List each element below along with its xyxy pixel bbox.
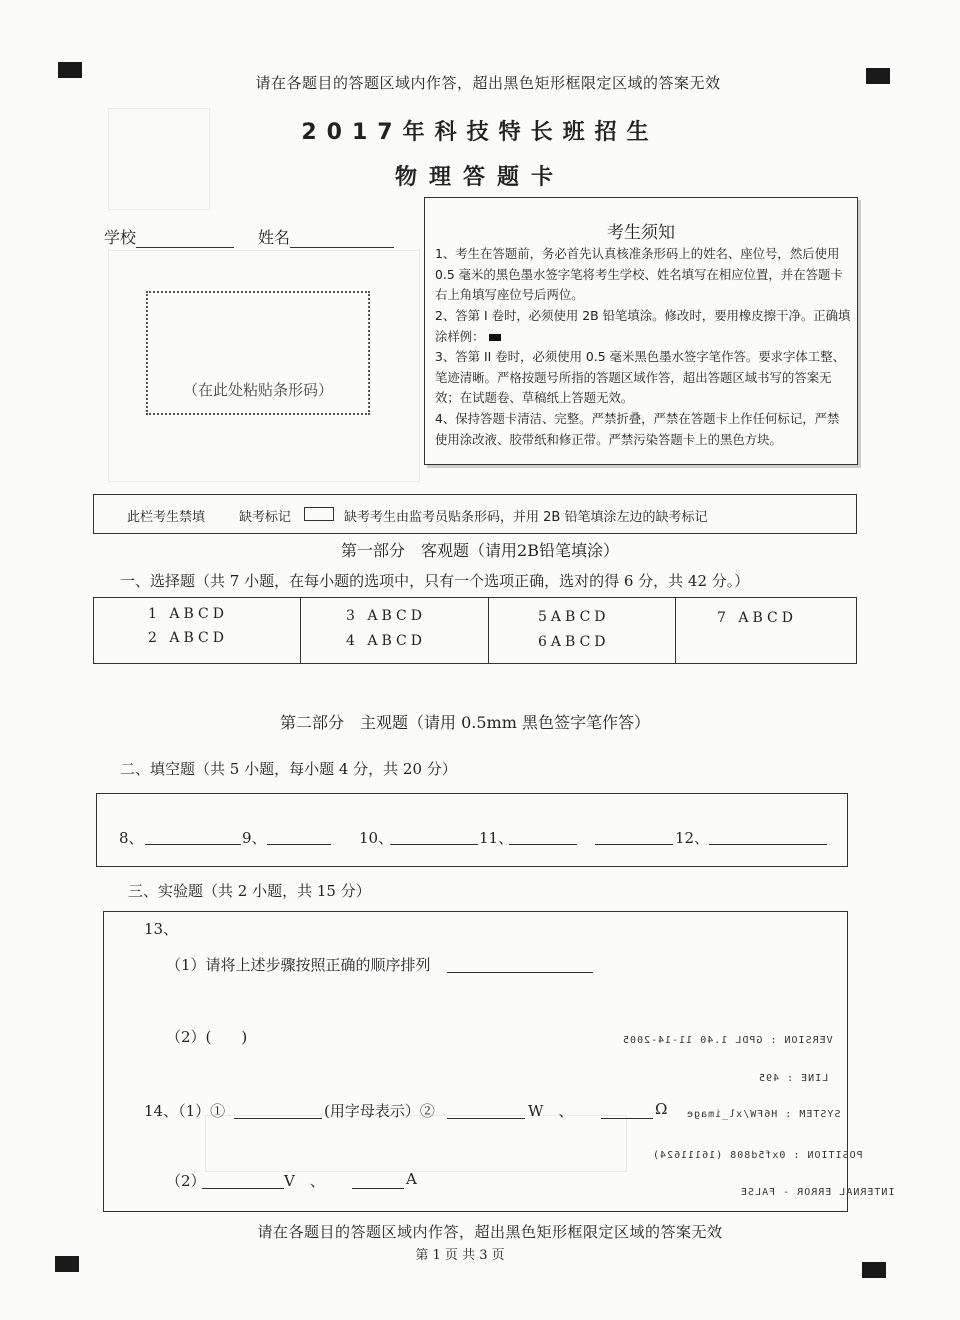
mirror-text-line: INTERNAL ERROR - FALSE (740, 1187, 895, 1198)
fill-answer-line-12[interactable] (709, 828, 827, 845)
q14-part1-text: 14、（1）① (144, 1102, 226, 1120)
school-field (104, 225, 234, 248)
choice-column (94, 598, 301, 663)
header-warning: 请在各题目的答题区域内作答，超出黑色矩形框限定区域的答案无效 (255, 74, 721, 92)
q14-answer-line-4[interactable] (202, 1172, 284, 1189)
school-input-line[interactable] (136, 229, 234, 248)
absence-label: 此栏考生禁填 (127, 510, 206, 525)
notice-item: 4、保持答题卡清洁、完整。严禁折叠，严禁在答题卡上作任何标记，严禁使用涂改液、胶带纸和修正带。严禁污染答题卡上的黑色方块。 (435, 411, 840, 447)
fill-answer-line-11b[interactable] (595, 828, 673, 845)
choice-row-1[interactable]: 1 ABCD (148, 606, 228, 622)
page-number: 第 1 页 共 3 页 (415, 1248, 505, 1263)
notice-title: 考生须知 (607, 223, 675, 243)
q14-answer-line-2[interactable] (447, 1102, 525, 1119)
q14-part2-text: （2） (166, 1172, 206, 1190)
fill-answer-line-11[interactable] (509, 828, 577, 845)
notice-item: 3、答第 II 卷时，必须使用 0.5 毫米黑色墨水签字笔作答。要求字体工整、笔迹清晰。严格按题号所指的答题区域作答，超出答题区域书写的答案无效；在试题卷、草稿纸上答题无效。 (435, 349, 845, 405)
page-subtitle: 物理答题卡 (394, 165, 565, 190)
fill-number-9: 9、 (242, 829, 267, 847)
choice-section-heading: 一、选择题（共 7 小题，在每小题的选项中，只有一个选项正确，选对的得 6 分，共 42 分。） (120, 572, 750, 590)
q14-unit-v: V 、 (284, 1172, 325, 1190)
absence-row (93, 494, 857, 534)
fill-section-heading: 二、填空题（共 5 小题，每小题 4 分，共 20 分） (120, 760, 457, 778)
fill-answer-line-9[interactable] (267, 828, 331, 845)
choice-row-6[interactable]: 6ABCD (538, 634, 610, 650)
mirror-text-line: VERSION : GPDL 1.40 11-14-2005 (622, 1035, 833, 1046)
q14-answer-line-1[interactable] (234, 1102, 322, 1119)
choice-row-3[interactable]: 3 ABCD (346, 608, 426, 624)
notice-item (435, 306, 851, 347)
q14-hint: (用字母表示）② (324, 1102, 435, 1120)
q14-answer-line-5[interactable] (352, 1172, 404, 1189)
choice-row-7[interactable]: 7 ABCD (717, 610, 797, 626)
page-title: 2017年科技特长班招生 (301, 120, 659, 145)
choice-answer-grid (93, 597, 857, 664)
fill-answer-box (96, 793, 848, 867)
fill-number-10: 10、 (359, 829, 394, 847)
q13-number: 13、 (144, 920, 179, 938)
fill-answer-line-10[interactable] (390, 828, 478, 845)
notice-item: 1、考生在答题前，务必首先认真核准条形码上的姓名、座位号，然后使用 0.5 毫米的黑色墨水签字笔将考生学校、姓名填写在相应位置，并在答题卡右上角填写座位号后两位。 (435, 246, 843, 302)
choice-row-2[interactable]: 2 ABCD (148, 630, 228, 646)
q14-unit-a: A (406, 1170, 417, 1188)
name-field (258, 225, 394, 248)
choice-column (300, 598, 489, 663)
choice-column (675, 598, 856, 663)
absence-mark-box[interactable] (304, 507, 334, 521)
mirror-text-line: SYSTEM : H6FW/xl_image (686, 1109, 841, 1120)
absence-mark-label: 缺考标记 (239, 510, 292, 525)
experiment-answer-box (103, 911, 848, 1212)
fill-number-11: 11、 (479, 829, 514, 847)
fill-sample-mark (489, 334, 501, 341)
choice-row-4[interactable]: 4 ABCD (346, 633, 426, 649)
corner-marker-bottom-right (862, 1262, 886, 1278)
q13-part2-text[interactable]: （2）( ) (166, 1028, 248, 1046)
mirror-text-line: POSITION : 0xf5d808 (16111624) (652, 1150, 863, 1161)
part1-heading: 第一部分 客观题（请用2B铅笔填涂） (341, 541, 619, 560)
footer-warning: 请在各题目的答题区域内作答，超出黑色矩形框限定区域的答案无效 (257, 1223, 723, 1241)
q14-unit-w: W 、 (528, 1102, 574, 1120)
school-label: 学校 (104, 228, 137, 247)
fill-answer-line-8[interactable] (145, 828, 241, 845)
name-input-line[interactable] (290, 229, 394, 248)
choice-row-5[interactable]: 5ABCD (538, 609, 610, 625)
part2-heading: 第二部分 主观题（请用 0.5mm 黑色签字笔作答） (280, 713, 650, 732)
experiment-section-heading: 三、实验题（共 2 小题，共 15 分） (128, 882, 371, 900)
notice-item-text: 2、答第 I 卷时，必须使用 2B 铅笔填涂。修改时，要用橡皮擦干净。正确填涂样例： (435, 308, 851, 344)
q13-part1-answer-line[interactable] (447, 956, 593, 973)
mirror-text-line: LINE : 495 (758, 1073, 829, 1084)
choice-column (488, 598, 676, 663)
name-label: 姓名 (258, 228, 291, 247)
absence-note: 缺考考生由监考员贴条形码，并用 2B 铅笔填涂左边的缺考标记 (344, 510, 708, 525)
fill-number-8: 8、 (119, 829, 144, 847)
notice-box (424, 197, 858, 465)
fill-number-12: 12、 (675, 829, 710, 847)
barcode-label: （在此处粘贴条形码） (182, 381, 333, 399)
q14-unit-ohm: Ω (655, 1100, 668, 1118)
q14-answer-line-3[interactable] (601, 1102, 653, 1119)
q13-part1-text: （1）请将上述步骤按照正确的顺序排列 (166, 956, 431, 974)
barcode-area[interactable] (146, 291, 370, 415)
